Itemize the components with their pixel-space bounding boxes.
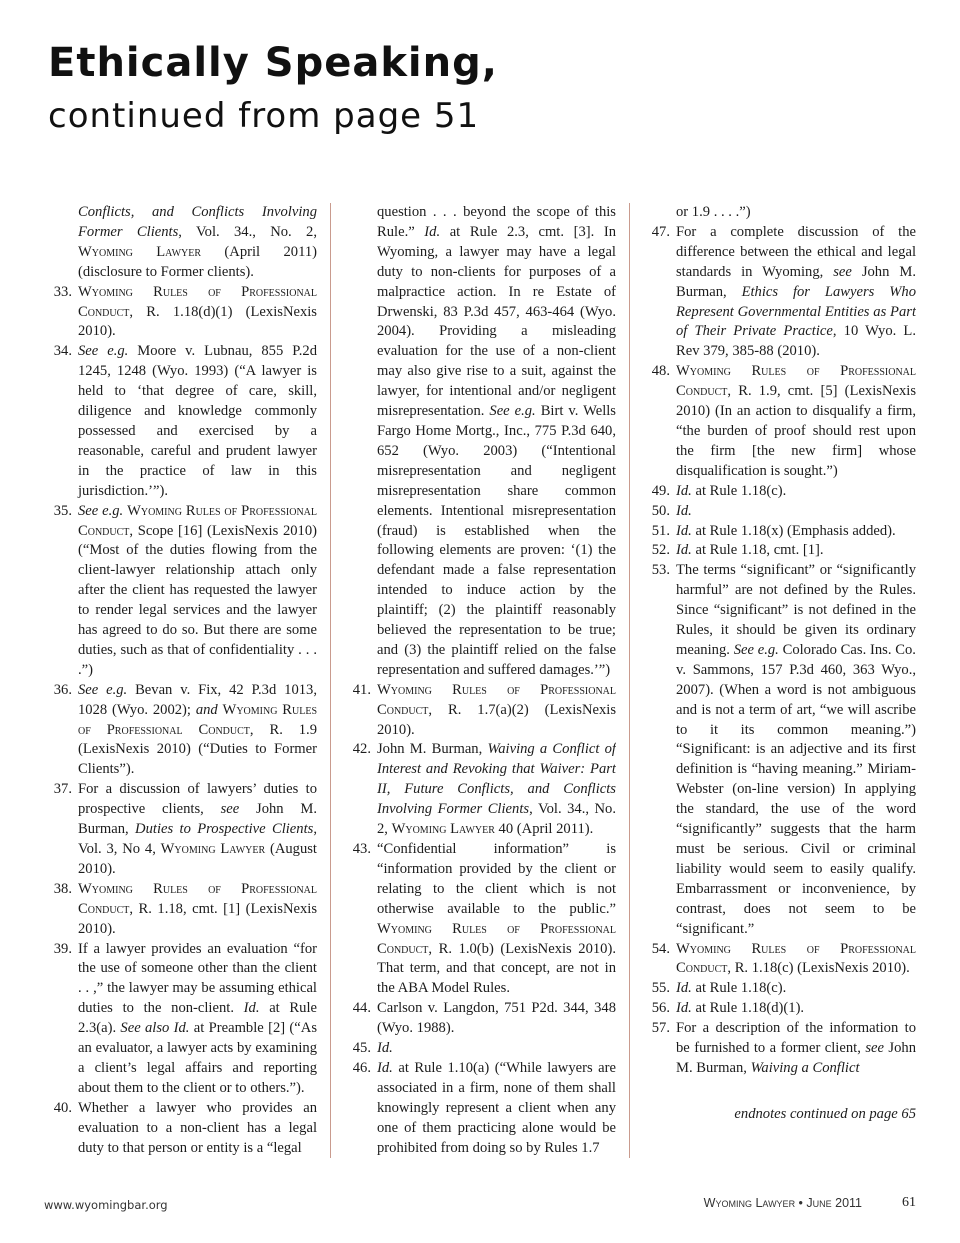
endnote-text: Conflicts, and Conflicts Involving Former Clients, Vol. 34., No. 2, Wyoming Lawyer (April 2011) (disclosure to Former clients). bbox=[78, 204, 317, 280]
column-divider bbox=[629, 203, 630, 1158]
endnote bbox=[642, 979, 916, 999]
endnote-number: 53. bbox=[651, 562, 670, 579]
endnote-text: Id. bbox=[676, 502, 692, 519]
endnote-number: 35. bbox=[53, 502, 72, 519]
endnote bbox=[343, 681, 616, 741]
endnote bbox=[343, 203, 616, 681]
endnote-text: Wyoming Rules of Professional Conduct, R. 1.7(a)(2) (LexisNexis 2010). bbox=[377, 681, 616, 738]
footer-publication: Wyoming Lawyer • June 2011 bbox=[703, 1196, 862, 1210]
endnote-text: question . . . beyond the scope of this Rule.” Id. at Rule 2.3, cmt. [3]. In Wyoming, a lawyer may have a legal duty to non-clients for purposes of a malpractice action. In re Estate of Drwenski, 83 P.3d 457, 463-464 (Wyo. 2004). Providing a misleading evaluation for the use of a non-client may also give rise to a suit, against the lawyer, for intentional and/or negligent misrepresentation. See e.g. Birt v. Wells Fargo Home Mortg., Inc., 775 P.3d 640, 652 (Wyo. 2003) (“Intentional misrepresentation and negligent misrepresentation share common elements. Intentional misrepresentation (fraud) is established when the following elements are proven: ‘(1) the defendant made a false representation intended to induce action by the plaintiff; (2) the plaintiff reasonably believed the representation to be true; and (3) the plaintiff relied on the false representation and suffered damages.’”) bbox=[377, 204, 616, 678]
column-divider bbox=[330, 203, 331, 1158]
endnote bbox=[44, 283, 317, 343]
endnote-number: 42. bbox=[352, 741, 371, 758]
endnote-text: Id. at Rule 1.18(x) (Emphasis added). bbox=[676, 522, 896, 539]
endnote-text: Wyoming Rules of Professional Conduct, R. 1.18(d)(1) (LexisNexis 2010). bbox=[78, 283, 317, 340]
endnote bbox=[343, 1039, 616, 1059]
endnote-number: 38. bbox=[53, 880, 72, 897]
endnote-text: “Confidential information” is “information provided by the client or relating to the client which is not otherwise available to the public.” Wyoming Rules of Professional Conduct, R. 1.0(b) (LexisNexis 2010). That term, and that concept, are not in the ABA Model Rules. bbox=[377, 841, 616, 997]
endnote bbox=[642, 940, 916, 980]
endnote bbox=[642, 203, 916, 223]
endnote-number: 48. bbox=[651, 363, 670, 380]
endnotes-continued: endnotes continued on page 65 bbox=[734, 1105, 916, 1122]
endnote bbox=[642, 223, 916, 362]
footer-website: www.wyomingbar.org bbox=[44, 1198, 168, 1212]
endnote-number: 54. bbox=[651, 940, 670, 957]
endnote bbox=[642, 362, 916, 481]
endnote-number: 34. bbox=[53, 343, 72, 360]
endnote-number: 50. bbox=[651, 502, 670, 519]
endnote bbox=[343, 999, 616, 1039]
endnote-text: If a lawyer provides an evaluation “for the use of someone other than the client . . ,” the lawyer may be assuming ethical duties to the non-client. Id. at Rule 2.3(a). See also Id. at Preamble [2] (“As an evaluator, a lawyer acts by examining a client’s legal affairs and reporting about them to the client or to others.”). bbox=[78, 940, 317, 1096]
endnote-text: Id. at Rule 1.18(c). bbox=[676, 980, 787, 997]
endnote bbox=[343, 740, 616, 840]
endnote bbox=[44, 940, 317, 1099]
endnote-number: 36. bbox=[53, 681, 72, 698]
endnote bbox=[343, 840, 616, 999]
page-number: 61 bbox=[902, 1195, 916, 1210]
endnote-number: 52. bbox=[651, 542, 670, 559]
endnote-number: 55. bbox=[651, 980, 670, 997]
endnote bbox=[44, 681, 317, 781]
endnote-text: Carlson v. Langdon, 751 P2d. 344, 348 (Wyo. 1988). bbox=[377, 1000, 616, 1037]
article-title: Ethically Speaking, bbox=[48, 40, 498, 86]
endnote-text: Wyoming Rules of Professional Conduct, R. 1.18(c) (LexisNexis 2010). bbox=[676, 940, 916, 977]
endnotes-column-2 bbox=[343, 203, 616, 1163]
endnote-number: 57. bbox=[651, 1020, 670, 1037]
endnote-number: 41. bbox=[352, 681, 371, 698]
endnotes-column-3 bbox=[642, 203, 916, 1163]
endnote-number: 51. bbox=[651, 522, 670, 539]
endnote bbox=[642, 999, 916, 1019]
endnote bbox=[642, 522, 916, 542]
endnote bbox=[343, 1059, 616, 1159]
endnote bbox=[44, 203, 317, 283]
endnote-number: 33. bbox=[53, 283, 72, 300]
endnote-number: 49. bbox=[651, 482, 670, 499]
endnote-text: Wyoming Rules of Professional Conduct, R. 1.18, cmt. [1] (LexisNexis 2010). bbox=[78, 880, 317, 937]
endnote-number: 56. bbox=[651, 1000, 670, 1017]
endnote-text: See e.g. Moore v. Lubnau, 855 P.2d 1245, 1248 (Wyo. 1993) (“A lawyer is held to ‘that degree of care, skill, diligence and knowledge commonly possessed and exercised by a reasonable, careful and prudent lawyer in the practice of law in this jurisdiction.’”). bbox=[78, 343, 317, 499]
endnote-number: 43. bbox=[352, 841, 371, 857]
endnote-text: Id. at Rule 1.18(d)(1). bbox=[676, 1000, 805, 1017]
endnote-number: 37. bbox=[53, 781, 72, 798]
endnote-text: or 1.9 . . . .”) bbox=[676, 204, 751, 220]
endnote-number: 39. bbox=[53, 940, 72, 957]
endnote bbox=[44, 880, 317, 940]
endnote bbox=[642, 541, 916, 561]
endnote-number: 45. bbox=[352, 1040, 371, 1057]
endnote bbox=[642, 1019, 916, 1079]
endnote-text: Id. at Rule 1.10(a) (“While lawyers are associated in a firm, none of them shall knowingly represent a client when any one of them practicing alone would be prohibited from doing so by Rules 1.7 bbox=[377, 1059, 616, 1156]
endnote-number: 40. bbox=[53, 1099, 72, 1116]
endnote bbox=[44, 342, 317, 501]
endnote-text: For a discussion of lawyers’ duties to prospective clients, see John M. Burman, Duties to Prospective Clients, Vol. 3, No 4, Wyoming Lawyer (August 2010). bbox=[78, 781, 317, 877]
endnote-text: For a description of the information to be furnished to a former client, see John M. Burman, Waiving a Conflict bbox=[676, 1020, 916, 1076]
endnote-text: John M. Burman, Waiving a Conflict of Interest and Revoking that Waiver: Part II, Future Conflicts, and Conflicts Involving Former Clients, Vol. 34., No. 2, Wyoming Lawyer 40 (April 2011). bbox=[377, 741, 616, 838]
endnote-number: 47. bbox=[651, 223, 670, 240]
endnote bbox=[44, 1099, 317, 1159]
endnote bbox=[642, 502, 916, 522]
endnotes-column-1 bbox=[44, 203, 317, 1163]
endnote-number: 46. bbox=[352, 1059, 371, 1076]
endnote-text: See e.g. Wyoming Rules of Professional Conduct, Scope [16] (LexisNexis 2010) (“Most of the duties flowing from the client-lawyer relationship attach only after the client has requested the lawyer to render legal services and the lawyer has agreed to do so. But there are some duties, such as that of confidentiality . . . .”) bbox=[78, 502, 317, 678]
endnote bbox=[642, 561, 916, 939]
endnote-text: Whether a lawyer who provides an evaluation to a non-client has a legal duty to that person or entity is a “legal bbox=[78, 1099, 317, 1156]
endnote-text: For a complete discussion of the difference between the ethical and legal standards in Wyoming, see John M. Burman, Ethics for Lawyers Who Represent Governmental Entities as Part of Their Private Practice, 10 Wyo. L. Rev 379, 385-88 (2010). bbox=[676, 223, 916, 360]
endnote-text: Id. at Rule 1.18(c). bbox=[676, 482, 787, 499]
endnote bbox=[44, 502, 317, 681]
endnote-text: Id. bbox=[377, 1040, 393, 1057]
article-subtitle: continued from page 51 bbox=[48, 96, 480, 136]
endnote-text: Wyoming Rules of Professional Conduct, R. 1.9, cmt. [5] (LexisNexis 2010) (In an action to disqualify a firm, “the burden of proof should rest upon the firm [the new firm] whose disqualification is sought.”) bbox=[676, 363, 916, 479]
endnote-text: The terms “significant” or “significantly harmful” are not defined by the Rules. Since “significant” is not defined in the Rules, it should be given its ordinary meaning. See e.g. Colorado Cas. Ins. Co. v. Sammons, 157 P.3d 460, 363 Wyo., 2007). (When a word is not ambiguous and is not a term of art, “we will ascribe to it its common meaning.”) “Significant: is an adjective and its first definition is “having meaning.” Miriam-Webster (on-line version) In applying the standard, the use of the word “significantly” suggests that the harm must be serious. Civil or criminal liability would seem to easily qualify. Embarrassment or inconvenience, by contrast, does not seem to be “significant.” bbox=[676, 562, 916, 937]
endnote-number: 44. bbox=[352, 1000, 371, 1017]
endnote-text: Id. at Rule 1.18, cmt. [1]. bbox=[676, 542, 824, 559]
endnote bbox=[44, 780, 317, 880]
endnote-text: See e.g. Bevan v. Fix, 42 P.3d 1013, 1028 (Wyo. 2002); and Wyoming Rules of Professional Conduct, R. 1.9 (LexisNexis 2010) (“Duties to Former Clients”). bbox=[78, 681, 317, 778]
endnote bbox=[642, 482, 916, 502]
